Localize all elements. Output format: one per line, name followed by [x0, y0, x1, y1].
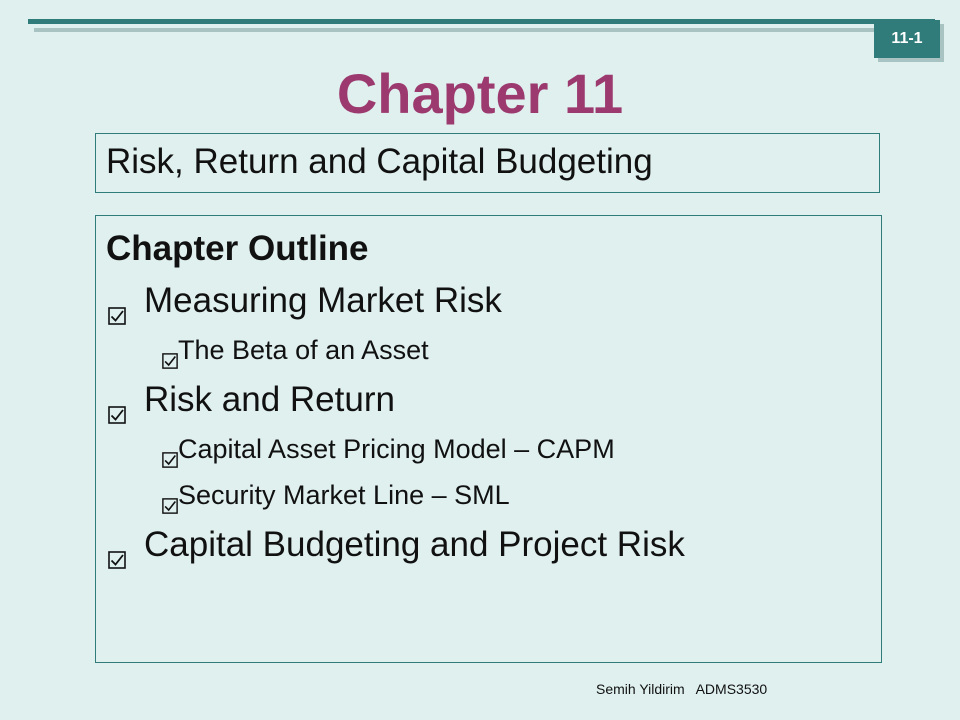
- checkbox-checked-icon: [108, 392, 126, 410]
- outline-item-label: Risk and Return: [144, 380, 395, 419]
- outline-heading: Chapter Outline: [106, 229, 369, 268]
- top-rule-shadow: [34, 28, 934, 32]
- outline-subitem: [162, 432, 615, 466]
- outline-box: [95, 215, 882, 663]
- slide-subtitle: Risk, Return and Capital Budgeting: [106, 142, 653, 181]
- outline-item: [108, 280, 502, 322]
- outline-subitem-label: The Beta of an Asset: [178, 335, 429, 365]
- checkbox-checked-icon: [108, 537, 126, 555]
- checkbox-checked-icon: [162, 343, 178, 359]
- footer-author-course: Semih Yildirim ADMS3530: [596, 681, 768, 697]
- outline-subitem-label: Capital Asset Pricing Model – CAPM: [178, 434, 615, 464]
- outline-subitem-label: Security Market Line – SML: [178, 480, 510, 510]
- outline-subitem: [162, 478, 510, 512]
- outline-item-label: Capital Budgeting and Project Risk: [144, 525, 685, 564]
- outline-item: [108, 379, 395, 421]
- slide-title: Chapter 11: [336, 62, 624, 125]
- checkbox-checked-icon: [162, 442, 178, 458]
- outline-subitem: [162, 333, 429, 367]
- outline-item-label: Measuring Market Risk: [144, 281, 502, 320]
- slide-number-badge: 11-1: [874, 20, 940, 58]
- outline-item: [108, 524, 685, 566]
- checkbox-checked-icon: [108, 293, 126, 311]
- subtitle-box: [95, 133, 880, 193]
- top-rule: [28, 19, 935, 24]
- checkbox-checked-icon: [162, 488, 178, 504]
